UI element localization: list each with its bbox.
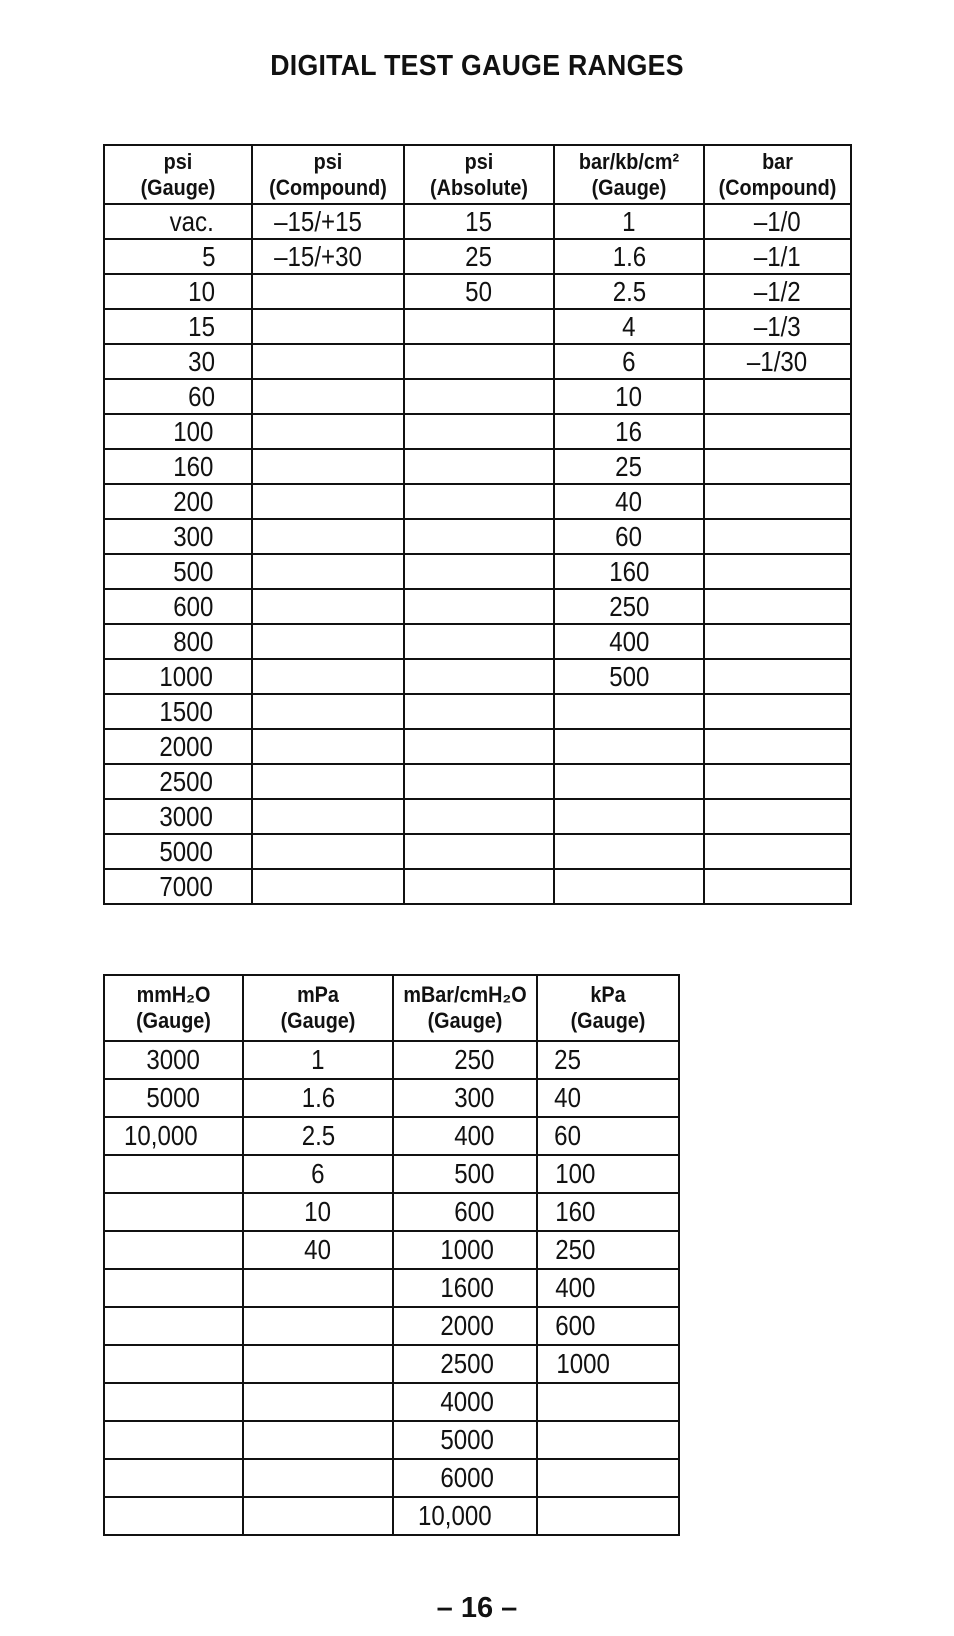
table-row [104,1459,679,1497]
table-cell [252,309,404,344]
table-cell [252,204,404,239]
cell-value: 4 [622,311,636,342]
cell-value: 15 [465,206,493,237]
table-cell [104,519,252,554]
table-cell [243,1497,393,1535]
table-cell [537,1041,679,1079]
cell-value: 1 [311,1044,325,1075]
table-cell [704,799,851,834]
table-cell [393,1459,537,1497]
table-row [104,554,851,589]
cell-value: 25 [615,451,643,482]
column-header [104,145,252,204]
cell-value: 1000 [440,1234,494,1265]
table-cell [404,694,554,729]
table-cell [252,414,404,449]
header-unit: mPa [297,982,339,1007]
table-cell [393,1155,537,1193]
cell-value: 250 [608,591,650,622]
cell-value: 400 [555,1272,596,1303]
table-cell [404,309,554,344]
header-unit: psi [163,148,193,174]
table-cell [554,204,704,239]
table-cell [704,589,851,624]
cell-value: 500 [608,661,650,692]
table-row [104,449,851,484]
cell-value: 15 [188,311,215,342]
cell-value: 5 [202,241,216,272]
table-cell [554,624,704,659]
table-cell [554,554,704,589]
table-cell [393,1421,537,1459]
header-type: (Gauge) [570,1008,646,1033]
cell-value: 25 [554,1044,581,1075]
table-row [104,764,851,799]
cell-value: 40 [554,1082,581,1113]
cell-value: 300 [454,1082,495,1113]
table-cell [104,1041,243,1079]
table-cell [554,799,704,834]
table-row [104,1383,679,1421]
table-cell [243,1079,393,1117]
table-cell [704,519,851,554]
cell-value: 400 [454,1120,495,1151]
table-cell [104,1117,243,1155]
table-row [104,869,851,904]
cell-value: 60 [615,521,643,552]
table-cell [554,764,704,799]
table-cell [537,1421,679,1459]
cell-value: vac. [169,206,214,237]
cell-value: 160 [555,1196,596,1227]
table-cell [554,869,704,904]
cell-value: 10 [304,1196,332,1227]
table2-body [104,1041,679,1535]
table-cell [554,274,704,309]
table-row [104,799,851,834]
table-cell [404,379,554,414]
column-header [704,145,851,204]
cell-value: 1000 [556,1348,610,1379]
header-type: (Compound) [269,174,387,200]
table-cell [243,1421,393,1459]
table-cell [252,239,404,274]
column-header [393,975,537,1041]
column-header [104,975,243,1041]
cell-value: –1/3 [754,311,801,342]
table-cell [104,204,252,239]
table-row [104,1269,679,1307]
column-header [243,975,393,1041]
table-cell [104,414,252,449]
page-title: DIGITAL TEST GAUGE RANGES [270,50,684,82]
table-cell [554,589,704,624]
table-cell [554,344,704,379]
table-cell [252,379,404,414]
table-cell [243,1383,393,1421]
table-cell [243,1231,393,1269]
psi-bar-ranges-table [103,144,852,905]
header-unit: mBar/cmH₂O [403,982,527,1007]
table-cell [243,1307,393,1345]
table-cell [104,1459,243,1497]
table-cell [104,764,252,799]
cell-value: 800 [173,626,214,657]
table-cell [554,834,704,869]
table-cell [252,589,404,624]
table-row [104,1155,679,1193]
table-cell [104,1421,243,1459]
table-cell [404,519,554,554]
cell-value: –1/0 [754,206,801,237]
table-row [104,834,851,869]
table-cell [252,484,404,519]
table-cell [554,239,704,274]
cell-value: 500 [454,1158,495,1189]
table-cell [252,274,404,309]
table-cell [704,834,851,869]
table-cell [393,1383,537,1421]
table-cell [554,519,704,554]
table-cell [252,764,404,799]
table-cell [104,799,252,834]
table-cell [104,1345,243,1383]
table-cell [537,1459,679,1497]
cell-value: 1.6 [301,1082,335,1113]
cell-value: 4000 [440,1386,494,1417]
cell-value: 7000 [159,871,213,902]
cell-value: 1 [622,206,636,237]
cell-value: 250 [454,1044,495,1075]
table-row [104,484,851,519]
cell-value: 3000 [159,801,213,832]
cell-value: 1600 [440,1272,494,1303]
table-cell [404,239,554,274]
cell-value: 10 [615,381,643,412]
table-cell [104,1307,243,1345]
table-cell [393,1117,537,1155]
cell-value: 6000 [440,1462,494,1493]
table-cell [243,1193,393,1231]
table-cell [554,414,704,449]
header-type: (Gauge) [140,174,216,200]
table-row [104,519,851,554]
cell-value: 1.6 [612,241,646,272]
table-cell [393,1193,537,1231]
table-cell [554,659,704,694]
table-cell [252,449,404,484]
cell-value: 2000 [440,1310,494,1341]
table-cell [243,1041,393,1079]
table-cell [104,1269,243,1307]
table-cell [537,1231,679,1269]
table-cell [404,414,554,449]
header-row [104,145,851,204]
table-cell [104,309,252,344]
table-cell [104,869,252,904]
table-cell [243,1345,393,1383]
table-cell [252,729,404,764]
table-cell [554,449,704,484]
cell-value: 160 [608,556,650,587]
cell-value: 200 [173,486,214,517]
table-cell [537,1269,679,1307]
cell-value: 600 [555,1310,596,1341]
table-cell [104,589,252,624]
cell-value: 100 [173,416,214,447]
table-cell [704,484,851,519]
header-type: (Gauge) [427,1008,503,1033]
table-cell [252,694,404,729]
table-row [104,309,851,344]
table-row [104,1231,679,1269]
table-cell [537,1155,679,1193]
table-cell [104,1383,243,1421]
header-unit: bar [762,148,793,174]
table-cell [404,729,554,764]
table-row [104,589,851,624]
water-pa-ranges-table [103,974,680,1536]
cell-value: 40 [615,486,643,517]
table-row [104,379,851,414]
table-row [104,414,851,449]
cell-value: 5000 [440,1424,494,1455]
cell-value: 250 [555,1234,596,1265]
table-cell [554,729,704,764]
header-unit: kPa [590,982,626,1007]
cell-value: 1000 [159,661,213,692]
cell-value: 300 [173,521,214,552]
table-cell [104,274,252,309]
table-cell [704,274,851,309]
table-cell [704,624,851,659]
page-number: – 16 – [436,1592,518,1624]
table-cell [393,1231,537,1269]
column-header [404,145,554,204]
table-cell [104,1079,243,1117]
table-cell [393,1041,537,1079]
table-cell [104,694,252,729]
table-cell [404,869,554,904]
table-cell [252,519,404,554]
table-cell [404,274,554,309]
table-row [104,204,851,239]
cell-value: 3000 [146,1044,200,1075]
table-cell [704,764,851,799]
table-cell [252,624,404,659]
table-cell [404,204,554,239]
table-cell [243,1269,393,1307]
cell-value: 60 [188,381,215,412]
table-row [104,694,851,729]
cell-value: 5000 [146,1082,200,1113]
table-row [104,1421,679,1459]
table-cell [104,729,252,764]
table-cell [404,449,554,484]
table-cell [537,1345,679,1383]
table-cell [404,834,554,869]
table-cell [104,484,252,519]
table-cell [554,309,704,344]
header-type: (Gauge) [136,1008,211,1033]
table-cell [104,239,252,274]
table-cell [252,869,404,904]
table-row [104,729,851,764]
table-row [104,1117,679,1155]
table-cell [104,1193,243,1231]
table-cell [393,1079,537,1117]
header-type: (Absolute) [430,174,528,200]
table-row [104,1193,679,1231]
cell-value: 5000 [159,836,213,867]
table-row [104,1041,679,1079]
table-cell [404,624,554,659]
table-cell [243,1459,393,1497]
cell-value: 50 [465,276,493,307]
table-cell [704,414,851,449]
table-cell [404,659,554,694]
cell-value: 2000 [159,731,213,762]
table-cell [104,1497,243,1535]
table-cell [393,1269,537,1307]
cell-value: 40 [304,1234,332,1265]
cell-value: 400 [608,626,650,657]
column-header [537,975,679,1041]
table-cell [252,834,404,869]
table-cell [252,659,404,694]
table-cell [704,554,851,589]
cell-value: 2.5 [612,276,646,307]
table-cell [554,694,704,729]
table-cell [104,344,252,379]
table-cell [404,589,554,624]
table-cell [404,799,554,834]
cell-value: –1/1 [754,241,801,272]
table-cell [252,554,404,589]
table-cell [537,1079,679,1117]
header-row [104,975,679,1041]
table-cell [252,799,404,834]
cell-value: 6 [311,1158,325,1189]
cell-value: 16 [615,416,643,447]
table-cell [104,379,252,414]
cell-value: 100 [555,1158,596,1189]
table-cell [104,554,252,589]
table-row [104,624,851,659]
header-unit: psi [313,148,343,174]
header-unit: bar/kb/cm² [578,148,680,174]
cell-value: 160 [173,451,214,482]
column-header [554,145,704,204]
table-cell [404,554,554,589]
table-row [104,274,851,309]
cell-value: 500 [173,556,214,587]
table-cell [252,344,404,379]
table-cell [404,764,554,799]
table-row [104,1497,679,1535]
table-cell [704,659,851,694]
cell-value: 600 [454,1196,495,1227]
table-cell [104,834,252,869]
table-cell [704,449,851,484]
table-cell [704,239,851,274]
cell-value: 10,000 [124,1120,199,1151]
cell-value: 25 [465,241,493,272]
table2-header [104,975,679,1041]
cell-value: –1/30 [747,346,808,377]
table-cell [704,204,851,239]
cell-value: 600 [173,591,214,622]
table1-header [104,145,851,204]
cell-value: 60 [554,1120,581,1151]
table-cell [554,379,704,414]
table1-body [104,204,851,904]
cell-value: 2500 [440,1348,494,1379]
table-cell [537,1383,679,1421]
table-row [104,344,851,379]
table-cell [404,484,554,519]
header-type: (Gauge) [591,174,667,200]
table-cell [704,694,851,729]
table-row [104,659,851,694]
table-cell [537,1307,679,1345]
table-cell [404,344,554,379]
header-unit: psi [464,148,494,174]
table-cell [243,1155,393,1193]
table-cell [104,1231,243,1269]
table-cell [704,309,851,344]
table-cell [704,379,851,414]
table-cell [537,1193,679,1231]
header-type: (Gauge) [280,1008,356,1033]
table-cell [704,869,851,904]
header-type: (Compound) [718,174,837,200]
cell-value: 10 [188,276,215,307]
table-cell [393,1345,537,1383]
table-cell [104,1155,243,1193]
table-row [104,1345,679,1383]
table-row [104,1079,679,1117]
table-cell [704,344,851,379]
table-cell [537,1497,679,1535]
table-cell [554,484,704,519]
table-row [104,239,851,274]
table-cell [393,1497,537,1535]
header-unit: mmH₂O [136,982,211,1007]
table-cell [704,729,851,764]
table-cell [104,624,252,659]
table-cell [104,449,252,484]
cell-value: 6 [622,346,636,377]
cell-value: 2500 [159,766,213,797]
cell-value: –1/2 [754,276,801,307]
table-cell [393,1307,537,1345]
table-cell [243,1117,393,1155]
table-cell [104,659,252,694]
cell-value: –15/+30 [274,241,362,272]
cell-value: 2.5 [301,1120,335,1151]
cell-value: 10,000 [418,1500,493,1531]
table-cell [537,1117,679,1155]
column-header [252,145,404,204]
table-row [104,1307,679,1345]
cell-value: 30 [188,346,215,377]
cell-value: –15/+15 [274,206,362,237]
cell-value: 1500 [159,696,213,727]
